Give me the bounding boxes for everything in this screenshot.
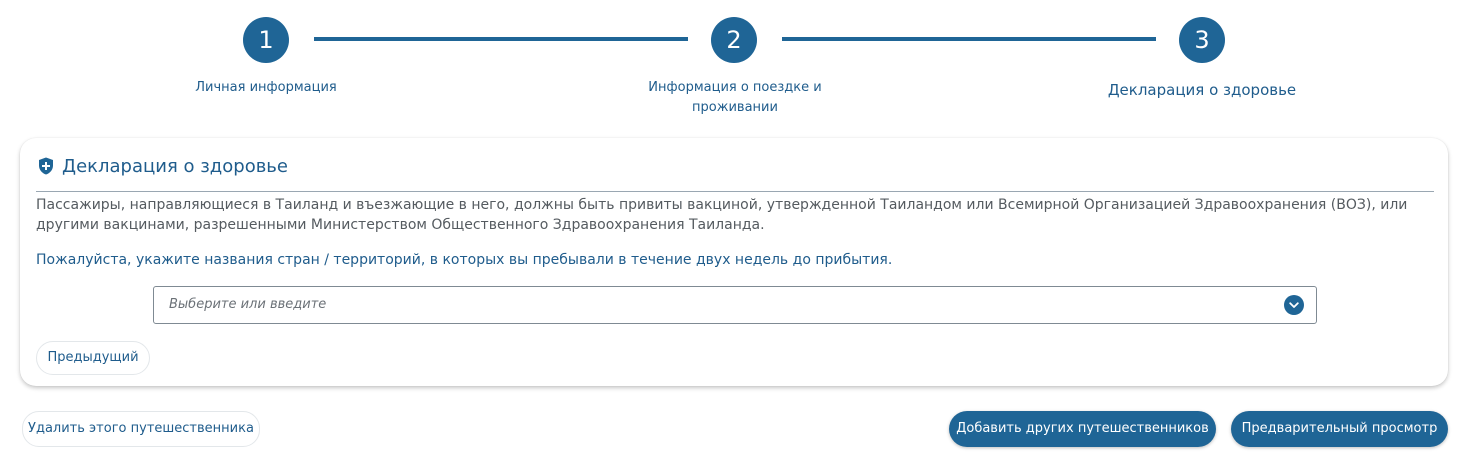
health-declaration-card: [20, 138, 1448, 386]
step-3-circle: 3: [1179, 17, 1225, 63]
card-header: [38, 154, 288, 178]
card-title: Декларация о здоровье: [62, 155, 288, 177]
chevron-down-icon[interactable]: [1284, 295, 1304, 315]
preview-button[interactable]: Предварительный просмотр: [1231, 411, 1448, 447]
title-divider: [36, 191, 1434, 192]
delete-traveler-button[interactable]: Удалить этого путешественника: [22, 411, 260, 447]
step-3-label: Декларация о здоровье: [1107, 81, 1297, 99]
step-1-circle: 1: [243, 17, 289, 63]
countries-select[interactable]: [153, 286, 1317, 324]
step-2-label: [605, 78, 865, 118]
countries-question: Пожалуйста, укажите названия стран / территорий, в которых вы пребывали в течение двух недель до прибытия.: [36, 252, 893, 268]
step-2-circle: 2: [711, 17, 757, 63]
previous-button[interactable]: Предыдущий: [36, 341, 150, 375]
step-connector-2: [782, 37, 1156, 41]
step-2-label-line2: проживании: [692, 100, 778, 115]
vaccination-notice: [36, 195, 1436, 235]
notice-line-2: другими вакцинами, разрешенными Министерством Общественного Здравоохранения Таиланда.: [36, 217, 765, 233]
shield-plus-icon: [38, 157, 54, 175]
step-connector-1: [314, 37, 688, 41]
step-2-label-line1: Информация о поездке и: [648, 80, 822, 95]
notice-line-1: Пассажиры, направляющиеся в Таиланд и въезжающие в него, должны быть привиты вакциной, утвержденной Таиландом или Всемирной Организацией Здравоохранения (ВОЗ), или: [36, 197, 1408, 213]
add-travelers-button[interactable]: Добавить других путешественников: [949, 411, 1216, 447]
progress-stepper: [0, 0, 1480, 130]
step-1-label: Личная информация: [195, 80, 337, 95]
select-placeholder: Выберите или введите: [169, 297, 327, 312]
